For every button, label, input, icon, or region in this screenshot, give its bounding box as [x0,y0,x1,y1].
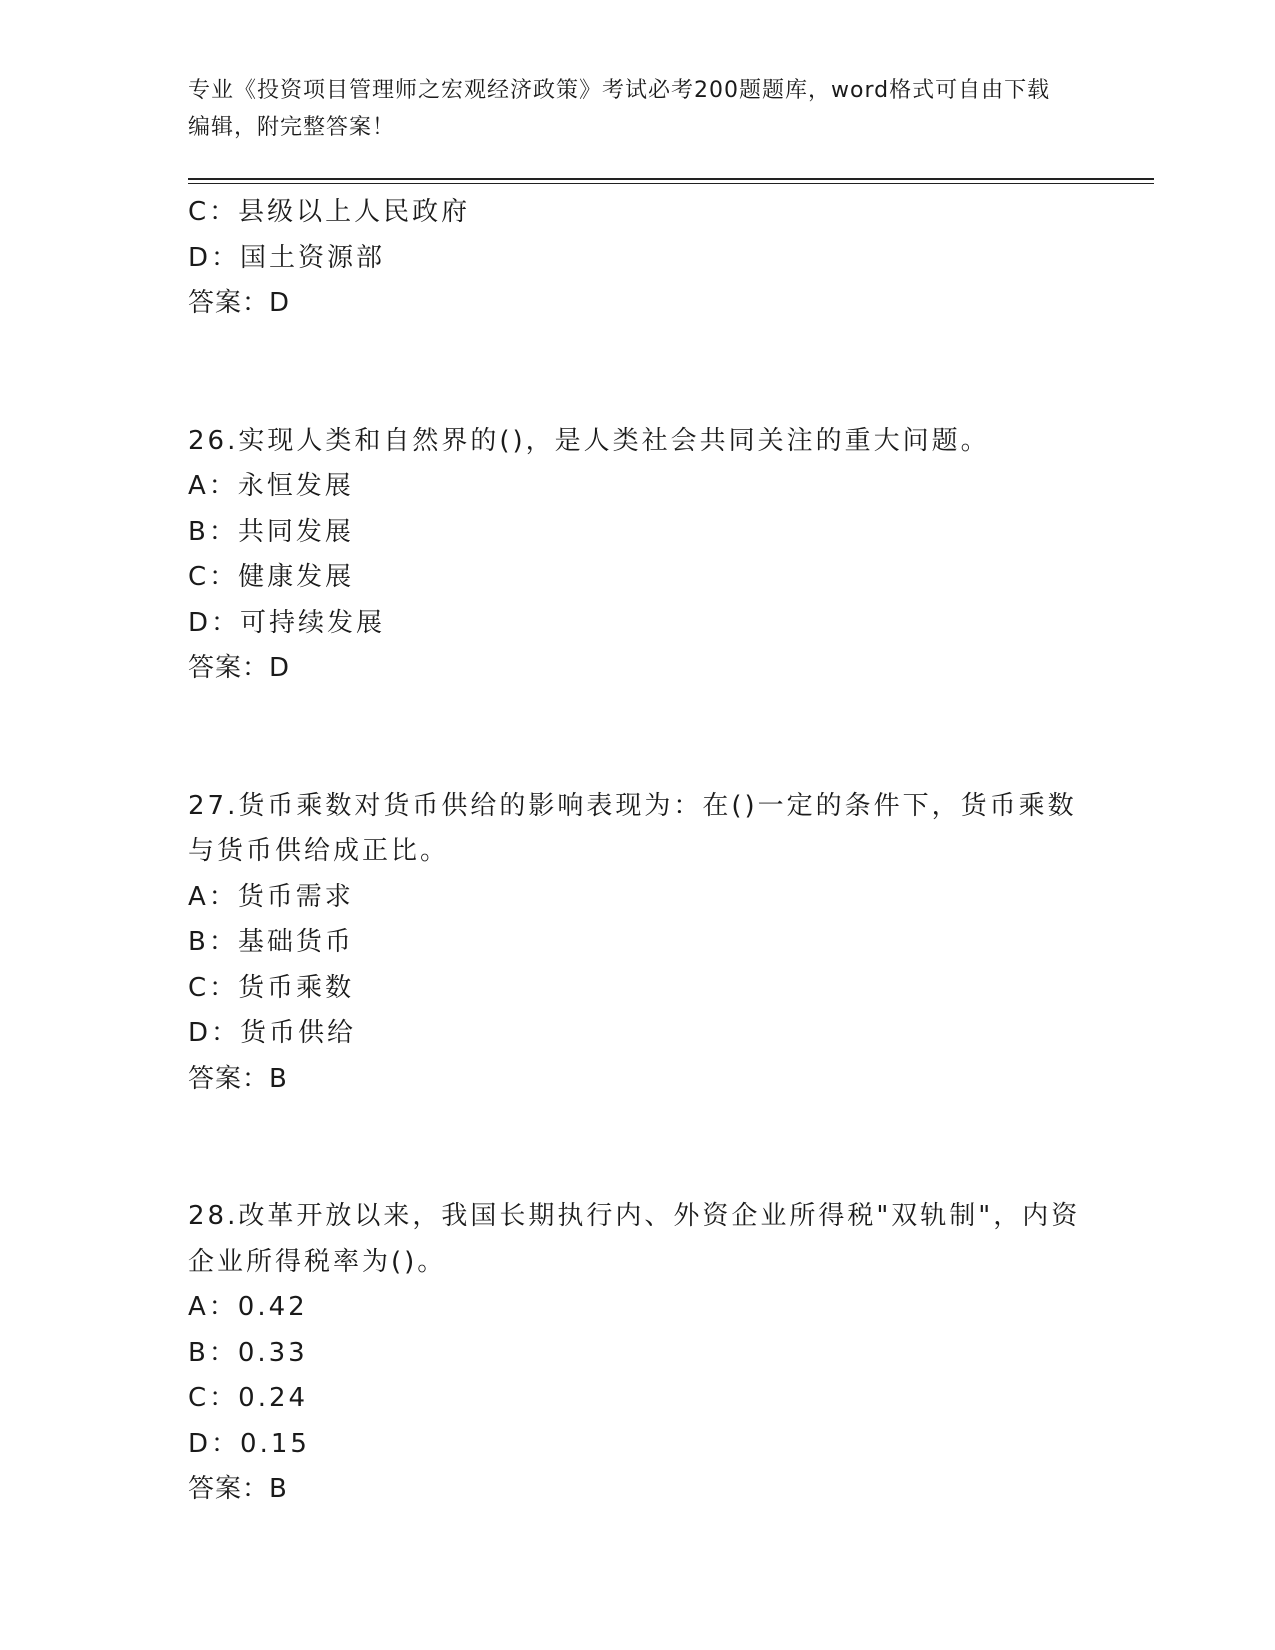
question-text: 27.货币乘数对货币供给的影响表现为：在()一定的条件下，货币乘数与货币供给成正比。 [188,790,1077,866]
previous-question-tail [188,190,1088,327]
answer-line: 答案：D [188,653,291,683]
option-d: D：国土资源部 [188,242,386,273]
option-a: A：永恒发展 [188,471,354,501]
option-d: D：0.15 [188,1428,310,1459]
option-c: C：货币乘数 [188,972,355,1003]
option-c: C：0.24 [188,1383,309,1413]
option-d: D：货币供给 [188,1018,357,1048]
question-text: 26.实现人类和自然界的()，是人类社会共同关注的重大问题。 [188,425,990,456]
option-a: A：0.42 [188,1292,308,1322]
question-text: 28.改革开放以来，我国长期执行内、外资企业所得税"双轨制"，内资企业所得税率为()。 [188,1201,1081,1277]
question-27 [188,784,1088,1103]
option-b: B：共同发展 [188,516,354,547]
spacer [188,1102,1088,1194]
answer-line: 答案：B [188,1063,288,1094]
question-26 [188,419,1088,692]
header-divider-thick [188,178,1154,180]
option-b: B：基础货币 [188,927,354,957]
spacer [188,692,1088,784]
spacer [188,327,1088,419]
document-header: 专业《投资项目管理师之宏观经济政策》考试必考200题题库，word格式可自由下载编辑，附完整答案！ [188,78,1051,140]
header-divider-thin [188,183,1154,184]
question-28 [188,1194,1088,1513]
option-d: D：可持续发展 [188,607,386,638]
question-list [188,190,1088,1513]
answer-line: 答案：D [188,288,291,318]
answer-line: 答案：B [188,1474,288,1504]
option-c: C：健康发展 [188,562,355,592]
option-c: C：县级以上人民政府 [188,197,471,227]
option-a: A：货币需求 [188,881,354,912]
option-b: B：0.33 [188,1337,308,1368]
